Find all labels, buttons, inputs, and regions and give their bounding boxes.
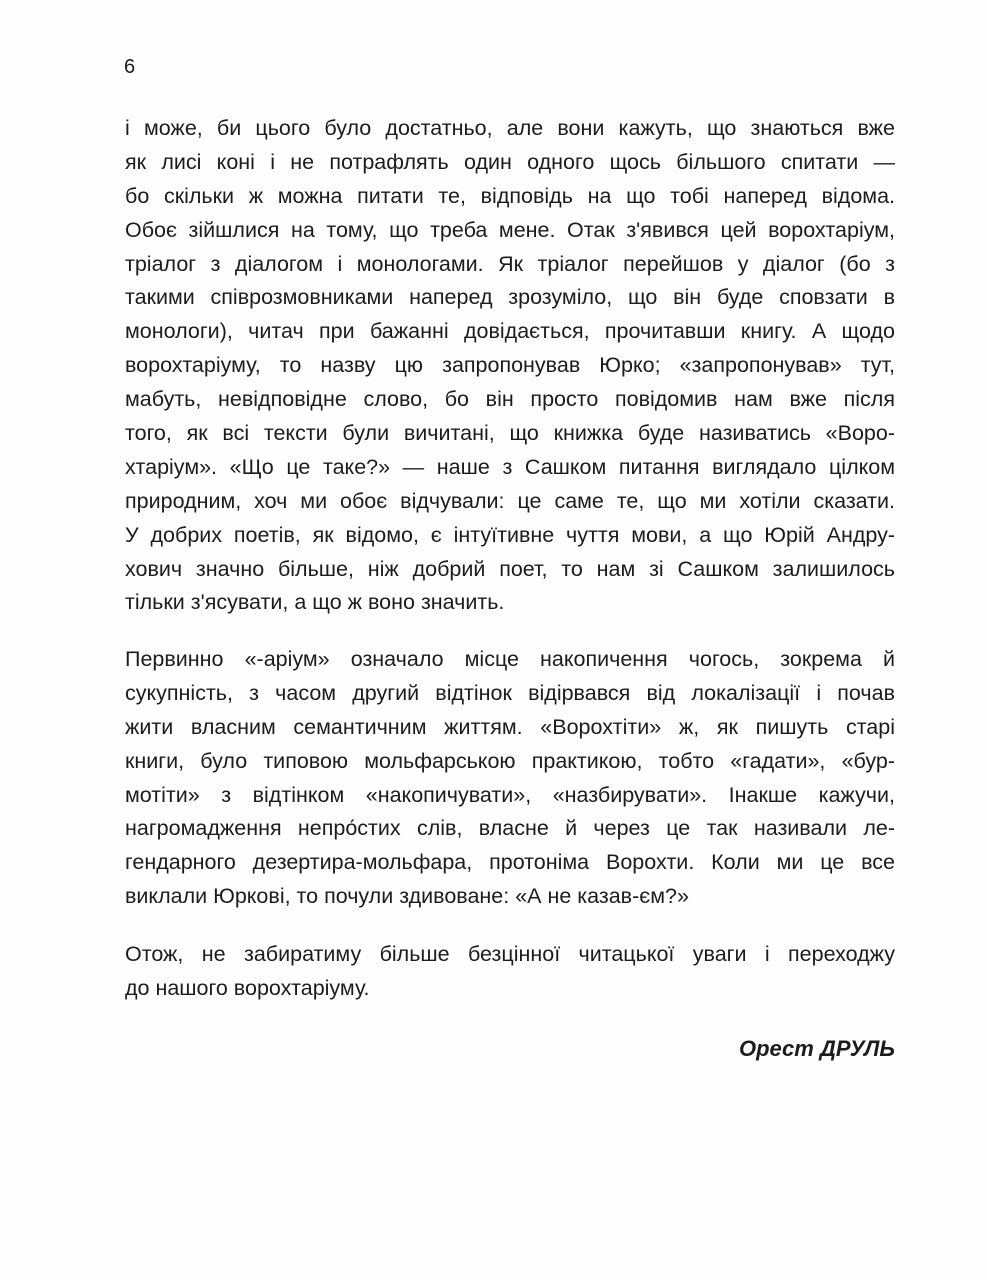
text-line: мабуть, невідповідне слово, бо він просто повідомив нам вже після	[125, 387, 895, 412]
text-line: такими співрозмовниками наперед зрозуміло, що він буде сповзати в	[125, 285, 895, 310]
text-line: ворохтаріуму, то назву цю запропонував Юрко; «запропонував» тут,	[125, 353, 895, 378]
text-line: нагромадження непро́стих слів, власне й через це так називали ле-	[125, 816, 895, 841]
text-line: тільки з'ясувати, а що ж воно значить.	[125, 590, 505, 615]
paragraph-3	[125, 938, 895, 1006]
text-line: Первинно «-аріум» означало місце накопичення чогось, зокрема й	[125, 647, 895, 671]
paragraph-1	[125, 112, 895, 620]
text-line: і може, би цього було достатньо, але вони кажуть, що знаються вже	[125, 116, 895, 140]
text-line: виклали Юркові, то почули здивоване: «А не казав-єм?»	[125, 884, 689, 909]
text-line: природним, хоч ми обоє відчували: це саме те, що ми хотіли сказати.	[125, 488, 895, 513]
text-line: того, як всі тексти були вичитані, що книжка буде називатись «Воро-	[125, 421, 895, 446]
text-line: У добрих поетів, як відомо, є інтуїтивне чуття мови, а що Юрій Андру-	[125, 522, 895, 547]
text-line: бо скільки ж можна питати те, відповідь на що тобі наперед відома.	[125, 183, 895, 208]
text-line: жити власним семантичним життям. «Ворохтіти» ж, як пишуть старі	[125, 714, 895, 739]
text-line: як лисі коні і не потрафлять один одного щось більшого спитати —	[125, 149, 895, 174]
text-line: книги, було типовою мольфарською практикою, тобто «гадати», «бур-	[125, 748, 895, 773]
text-line: Отож, не забиратиму більше безцінної читацької уваги і переходжу	[125, 942, 895, 966]
text-line: хтаріум». «Що це таке?» — наше з Сашком питання виглядало цілком	[125, 454, 895, 479]
text-line: монологи), читач при бажанні довідається, прочитавши книгу. А щодо	[125, 319, 895, 344]
author-signature: Орест ДРУЛЬ	[739, 1036, 895, 1061]
text-line: тріалог з діалогом і монологами. Як тріалог перейшов у діалог (бо з	[125, 251, 895, 276]
text-line: Обоє зійшлися на тому, що треба мене. Отак з'явився цей ворохтаріум,	[125, 217, 895, 242]
text-line: до нашого ворохтаріуму.	[125, 975, 370, 1000]
text-line: сукупність, з часом другий відтінок відірвався від локалізації і почав	[125, 680, 895, 705]
page-number: 6	[124, 56, 136, 78]
paragraph-2	[125, 643, 895, 914]
text-line: гендарного дезертира-мольфара, протоніма Ворохти. Коли ми це все	[125, 850, 895, 875]
text-line: мотіти» з відтінком «накопичувати», «назбирувати». Інакше кажучи,	[125, 782, 895, 807]
text-line: хович значно більше, ніж добрий поет, то нам зі Сашком залишилось	[125, 556, 895, 581]
